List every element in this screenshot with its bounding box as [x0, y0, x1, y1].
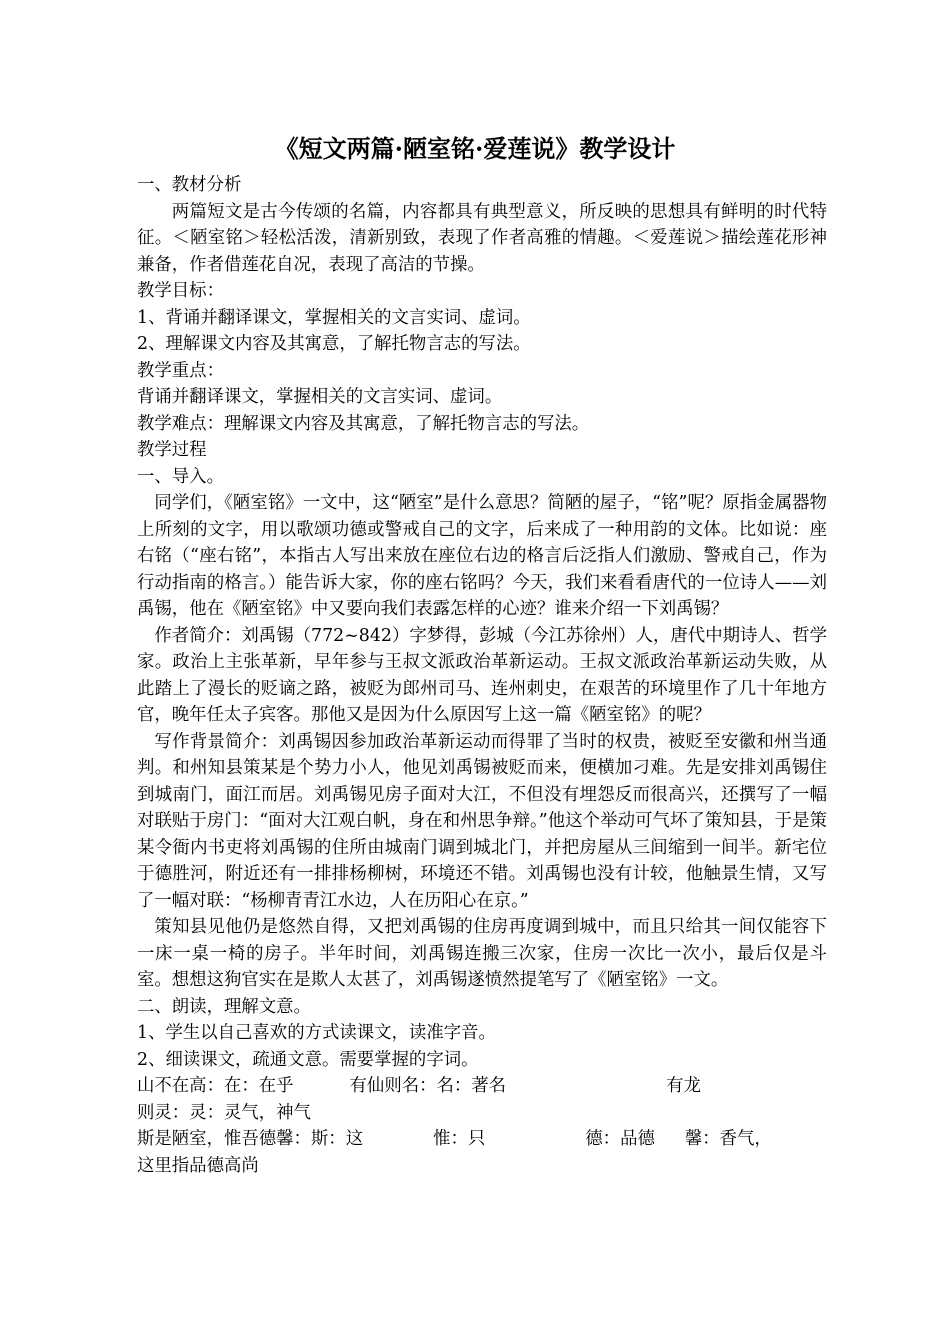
focus-text: 背诵并翻译课文，掌握相关的文言实词、虚词。 [137, 387, 503, 407]
step-heading-reading: 二、朗读，理解文意。 [137, 996, 311, 1017]
reading-item-1: 1、学生以自己喜欢的方式读课文，读准字音。 [137, 1023, 496, 1043]
author-paragraph: 作者简介：刘禹锡（772~842）字梦得，彭城（今江苏徐州）人，唐代中期诗人、哲学家。政治上主张革新，早年参与王叔文派政治革新运动。王叔文派政治革新运动失败，从此踏上了漫长的贬谪之路，被贬为郎州司马、连州刺史，在艰苦的环境里作了几十年地方官，晚年任太子宾客。那他又是因为什么原因写上这一篇《陋室铭》的呢？ [137, 625, 827, 725]
vocab-entry: 有龙 [666, 1076, 701, 1096]
analysis-paragraph: 两篇短文是古今传颂的名篇，内容都具有典型意义，所反映的思想具有鲜明的时代特征。＜陋室铭＞轻松活泼，清新别致，表现了作者高雅的情趣。＜爱莲说＞描绘莲花形神兼备，作者借莲花自况，表现了高洁的节操。 [137, 201, 827, 275]
difficulty-text: 教学难点：理解课文内容及其寓意，了解托物言志的写法。 [137, 413, 590, 434]
goal-item-2: 2、理解课文内容及其寓意，了解托物言志的写法。 [137, 334, 531, 354]
intro-paragraph: 同学们，《陋室铭》一文中，这“陋室”是什么意思？简陋的屋子，“铭”呢？原指金属器物上所刻的文字，用以歌颂功德或警戒自己的文字，后来成了一种用韵的文体。比如说：座右铭（“座右铭”，本指古人写出来放在座位右边的格言后泛指人们激励、警戒自己，作为行动指南的格言。）能告诉大家，你的座右铭吗？今天，我们来看看唐代的一位诗人——刘禹锡，他在《陋室铭》中又要向我们表露怎样的心迹？谁来介绍一下刘禹锡？ [137, 493, 827, 619]
document-body [137, 172, 827, 1179]
vocab-row-2-continued: 这里指品德高尚 [137, 1155, 259, 1176]
vocab-entry: 惟：只 [433, 1129, 486, 1149]
process-heading: 教学过程 [137, 440, 207, 460]
vocab-entry: 德：品德 [585, 1129, 655, 1149]
step-heading-intro: 一、导入。 [137, 466, 224, 487]
document-title: 《短文两篇·陋室铭·爱莲说》教学设计 [274, 134, 676, 163]
vocab-entry: 有仙则名：名：著名 [349, 1076, 507, 1096]
vocab-row-1-continued: 则灵：灵：灵气，神气 [137, 1102, 311, 1123]
vocab-row-2 [137, 1126, 827, 1153]
goal-item-1: 1、背诵并翻译课文，掌握相关的文言实词、虚词。 [137, 307, 531, 328]
section-heading-analysis: 一、教材分析 [137, 175, 242, 195]
focus-heading: 教学重点： [137, 360, 224, 381]
background-paragraph: 写作背景简介：刘禹锡因参加政治革新运动而得罪了当时的权贵，被贬至安徽和州当通判。和州知县策某是个势力小人，他见刘禹锡被贬而来，便横加刁难。先是安排刘禹锡住到城南门，面江而居。刘禹锡见房子面对大江，不但没有埋怨反而很高兴，还撰写了一幅对联贴于房门：“面对大江观白帆，身在和州思争辩。”他这个举动可气坏了策知县，于是策某令衙内书吏将刘禹锡的住所由城南门调到城北门，并把房屋从三间缩到一间半。新宅位于德胜河，附近还有一排排杨柳树，环境还不错。刘禹锡也没有计较，他触景生情，又写了一幅对联：“杨柳青青江水边，人在历阳心在京。” [137, 731, 827, 911]
vocab-entry: 山不在高：在：在乎 [137, 1076, 294, 1096]
goals-heading: 教学目标： [137, 281, 224, 301]
reading-item-2: 2、细读课文，疏通文意。需要掌握的字词。 [137, 1049, 479, 1070]
story-paragraph: 策知县见他仍是悠然自得，又把刘禹锡的住房再度调到城中，而且只给其一间仅能容下一床一桌一椅的房子。半年时间，刘禹锡连搬三次家，住房一次比一次小，最后仅是斗室。想想这狗官实在是欺人太甚了，刘禹锡遂愤然提笔写了《陋室铭》一文。 [137, 917, 827, 990]
vocab-row-1 [137, 1073, 827, 1100]
vocab-entry: 馨：香气， [684, 1129, 772, 1149]
vocab-entry: 斯是陋室，惟吾德馨：斯：这 [137, 1129, 364, 1149]
